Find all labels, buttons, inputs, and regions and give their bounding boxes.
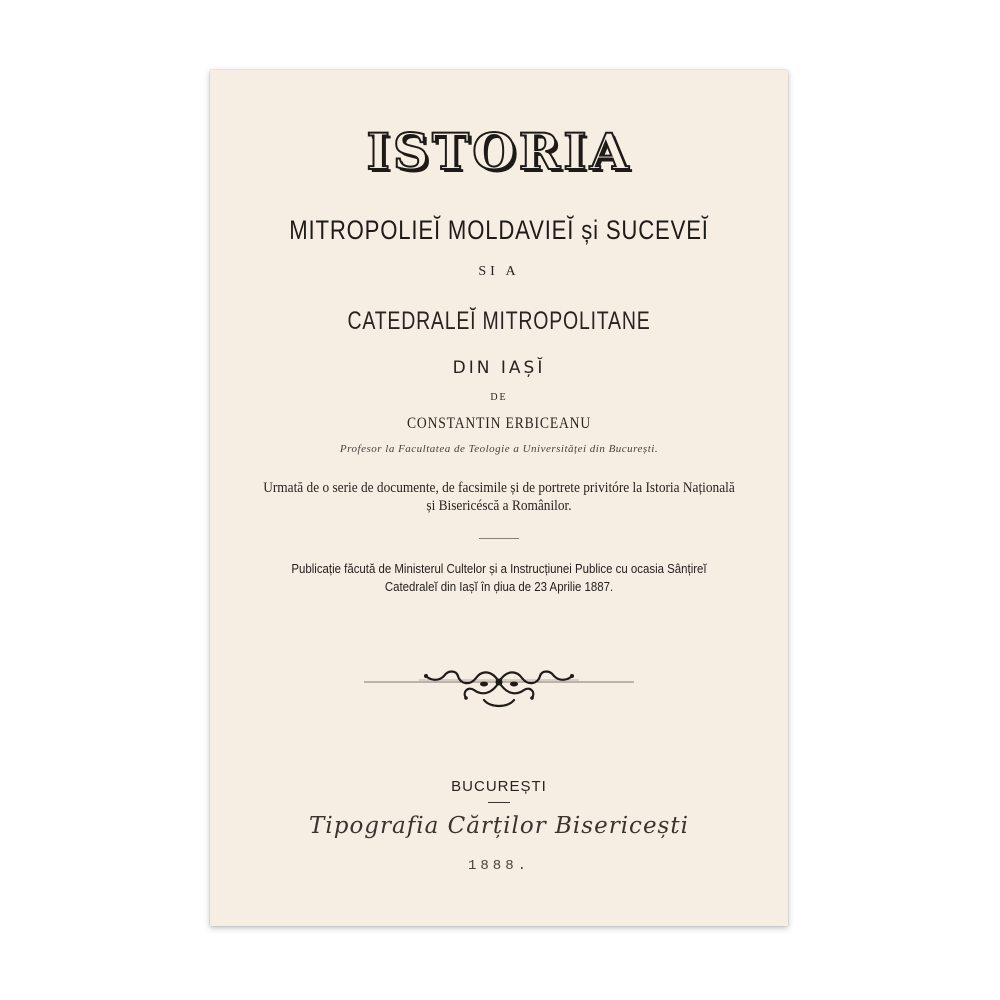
by-text: DE [490, 392, 508, 403]
location-text: DIN IAȘĬ [452, 358, 546, 378]
publication-note [245, 560, 754, 596]
imprint-city: BUCUREȘTI [451, 778, 547, 795]
imprint-printer: Tipografia Cărților Bisericești [309, 813, 689, 839]
imprint-rule [488, 802, 510, 803]
publication-line-1: Publicație făcută de Ministerul Cultelor și a Instrucțiunei Publice cu ocasia Sânțireĭ [291, 561, 707, 576]
book-title: ISTORIA [366, 122, 632, 181]
divider-rule [479, 538, 519, 539]
subtitle-line-2: CATEDRALEĬ MITROPOLITANE [347, 307, 651, 335]
description-line-2: și Bisericéscă a Românilor. [426, 498, 572, 514]
connector-text: SI A [478, 264, 520, 279]
description [233, 479, 765, 515]
title-page [210, 70, 788, 926]
author-name: CONSTANTIN ERBICEANU [406, 415, 592, 432]
subtitle-line-1: MITROPOLIEĬ MOLDAVIEĬ și SUCEVEĬ [289, 215, 709, 245]
author-affiliation: Profesor la Facultatea de Teologie a Universităței din București. [339, 443, 659, 455]
publication-line-2: Catedraleĭ din Iașĭ în ḑiua de 23 Aprilie 1887. [384, 579, 614, 594]
imprint-year: 1888. [467, 858, 530, 874]
description-line-1: Urmată de o serie de documente, de facsimile și de portrete privitóre la Istoria Națională [263, 480, 735, 496]
decorative-ornament-icon [210, 662, 788, 712]
